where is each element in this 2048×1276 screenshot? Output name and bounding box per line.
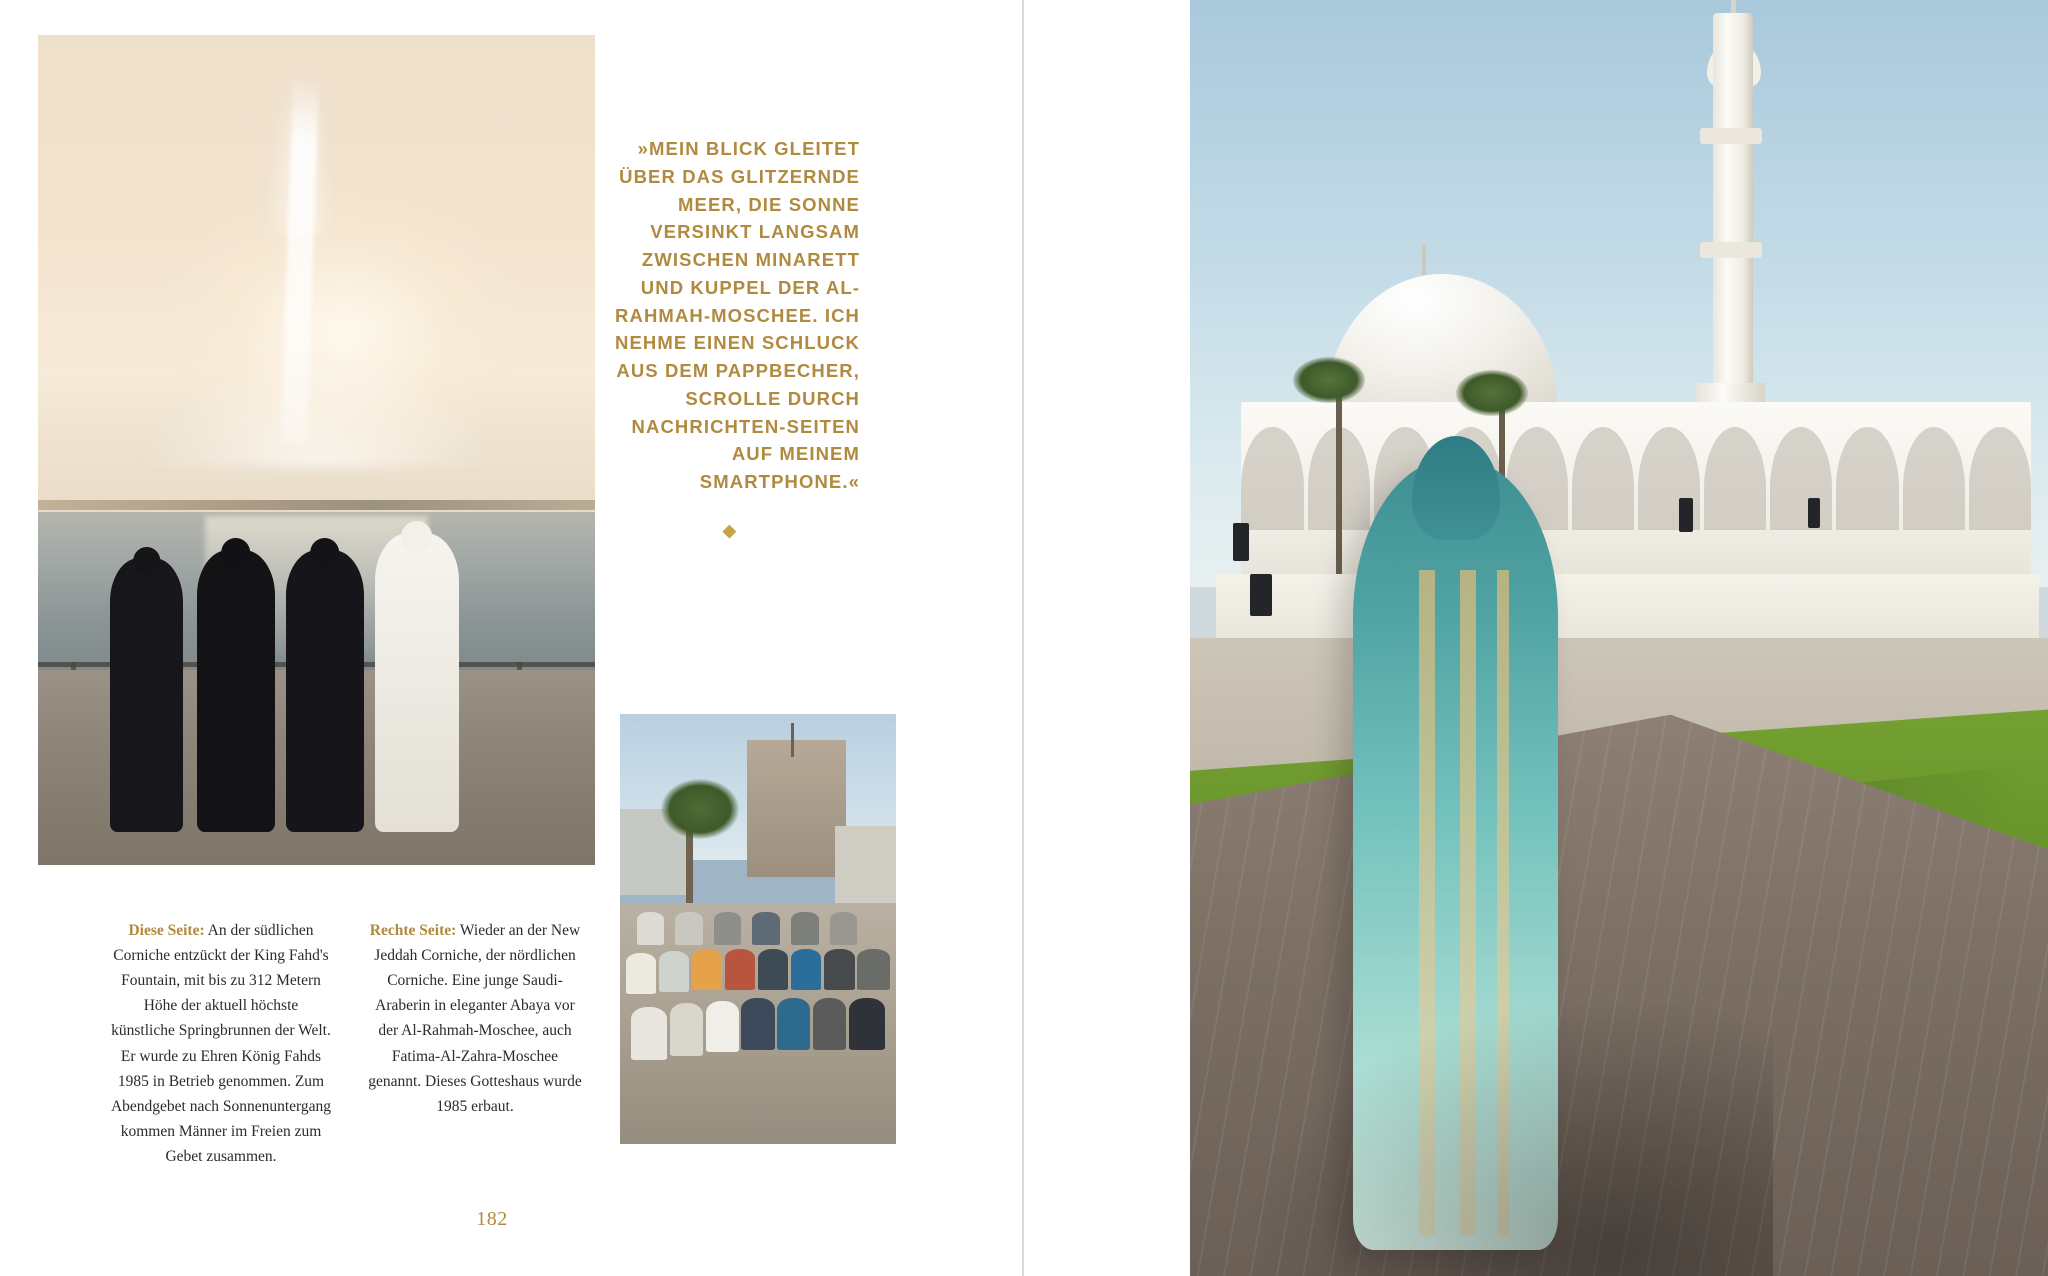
bollard-light <box>1250 574 1272 616</box>
dome-finial <box>1422 245 1426 275</box>
figure-woman-1 <box>110 558 182 832</box>
caption-left <box>110 918 332 1169</box>
person <box>714 912 742 945</box>
person <box>725 949 755 990</box>
photo-al-rahmah-mosque <box>1190 0 2048 1276</box>
spread-gutter <box>1022 0 1024 1276</box>
bollard-light <box>1808 498 1820 528</box>
person <box>791 949 821 990</box>
caption-left-text: An der südlichen Corniche entzückt der King Fahd's Fountain, mit bis zu 312 Metern Höhe der aktuell höchste künstliche Springbrunnen der Welt. Er wurde zu Ehren König Fahds 1985 in Betrieb genommen. Zum Abendgebet nach Sonnenuntergang kommen Männer im Freien zum Gebet zusammen. <box>110 922 332 1165</box>
person <box>741 998 774 1050</box>
photo-king-fahd-fountain <box>38 35 595 865</box>
mosque-arcade <box>1241 427 2030 529</box>
pull-quote <box>600 135 860 543</box>
person <box>752 912 780 945</box>
arch <box>1969 427 2031 529</box>
person <box>791 912 819 945</box>
bollard-light <box>1679 498 1693 532</box>
figure-shadow <box>1241 995 1773 1276</box>
person <box>777 998 810 1050</box>
left-page <box>0 0 1022 1276</box>
arch <box>1903 427 1965 529</box>
arch <box>1572 427 1634 529</box>
arch <box>1704 427 1766 529</box>
person <box>758 949 788 990</box>
person <box>849 998 885 1050</box>
figure-head-keffiyeh <box>401 521 433 553</box>
caption-group <box>110 918 600 1169</box>
person <box>857 949 890 990</box>
caption-right-text: Wieder an der New Jeddah Corniche, der nördlichen Corniche. Eine junge Saudi-Araberin in eleganter Abaya vor der Al-Rahmah-Moschee, auch Fatima-Al-Zahra-Moschee genannt. Dieses Gotteshaus wurde 1985 erbaut. <box>368 922 582 1115</box>
person <box>631 1007 667 1061</box>
photo-evening-prayer <box>620 714 896 1144</box>
person <box>637 912 665 945</box>
page-number: 182 <box>476 1208 508 1230</box>
person <box>813 998 846 1050</box>
person <box>824 949 854 990</box>
figure-head <box>310 538 340 568</box>
caption-right-lead: Rechte Seite: <box>369 922 457 939</box>
person <box>670 1003 703 1057</box>
building-right <box>835 826 896 903</box>
pull-quote-text: »MEIN BLICK GLEITET ÜBER DAS GLITZERNDE MEER, DIE SONNE VERSINKT LANGSAM ZWISCHEN MINARETT UND KUPPEL DER AL-RAHMAH-MOSCHEE. ICH NEHME EINEN SCHLUCK AUS DEM PAPPBECHER, SCROLLE DURCH NACHRICHTEN-SEITEN AUF MEINEM SMARTPHONE.« <box>615 138 860 492</box>
palm-trunk <box>1336 396 1342 575</box>
caption-right <box>364 918 586 1169</box>
person <box>675 912 703 945</box>
person <box>706 1001 739 1053</box>
palm-crown <box>1456 370 1528 416</box>
person <box>830 912 858 945</box>
person <box>626 953 656 994</box>
figure-man-thobe <box>375 533 459 832</box>
figure-head <box>133 547 161 575</box>
person <box>692 949 722 990</box>
figure-woman-3 <box>286 550 364 832</box>
bollard-light <box>1233 523 1249 561</box>
arch <box>1241 427 1303 529</box>
diamond-ornament-icon: ◆ <box>722 520 738 540</box>
praying-crowd <box>620 912 896 1118</box>
figure-woman-2 <box>197 550 275 832</box>
hotel-tower <box>747 740 846 878</box>
figure-head <box>221 538 251 568</box>
caption-left-lead: Diese Seite: <box>128 922 205 939</box>
arch <box>1836 427 1898 529</box>
tower-antenna <box>791 723 794 757</box>
person <box>659 951 689 992</box>
horizon-line <box>38 500 595 510</box>
minaret-balcony <box>1700 242 1762 258</box>
arch <box>1770 427 1832 529</box>
fountain-spray-base <box>138 350 494 466</box>
palm-crown <box>1293 357 1365 403</box>
palm-crown <box>661 779 738 839</box>
minaret-balcony <box>1700 128 1762 144</box>
